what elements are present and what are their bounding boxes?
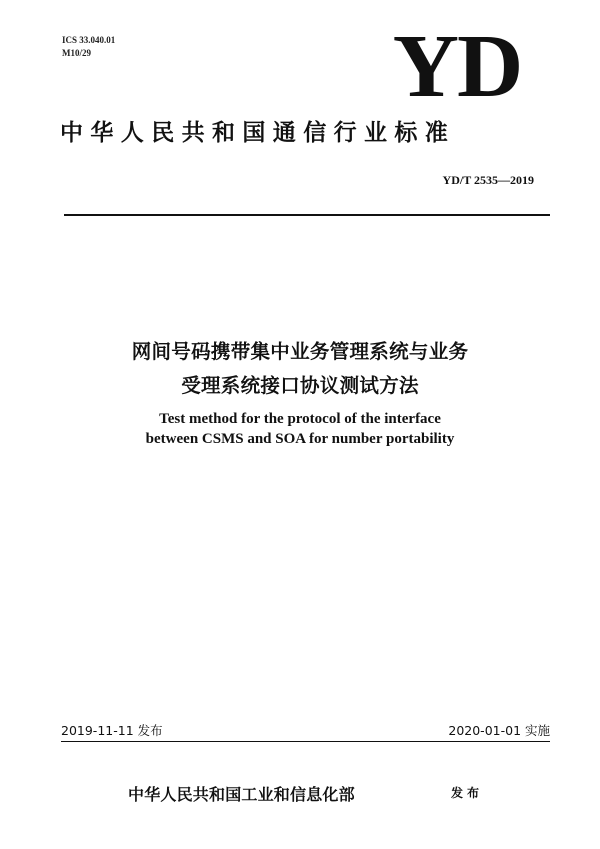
publish-label: 发布 xyxy=(451,786,484,800)
title-en-line2: between CSMS and SOA for number portability xyxy=(145,431,455,447)
standard-type-heading: 中华人民共和国通信行业标准 xyxy=(60,120,456,146)
ics-code: ICS 33.040.01 xyxy=(62,35,116,45)
footer-divider xyxy=(61,741,550,742)
header-divider xyxy=(64,214,550,216)
standard-number: YD/T 2535—2019 xyxy=(442,173,534,187)
implementation-date: 2020-01-01 实施 xyxy=(448,723,550,738)
title-en-line1: Test method for the protocol of the interface xyxy=(159,411,441,427)
issue-date: 2019-11-11 发布 xyxy=(61,723,163,738)
yd-logo: YD xyxy=(392,17,522,116)
publisher-name: 中华人民共和国工业和信息化部 xyxy=(128,785,355,804)
title-cn-line2: 受理系统接口协议测试方法 xyxy=(181,374,419,397)
title-cn-line1: 网间号码携带集中业务管理系统与业务 xyxy=(131,340,469,363)
classification-codes xyxy=(62,34,115,60)
ccs-code: M10/29 xyxy=(62,48,91,58)
